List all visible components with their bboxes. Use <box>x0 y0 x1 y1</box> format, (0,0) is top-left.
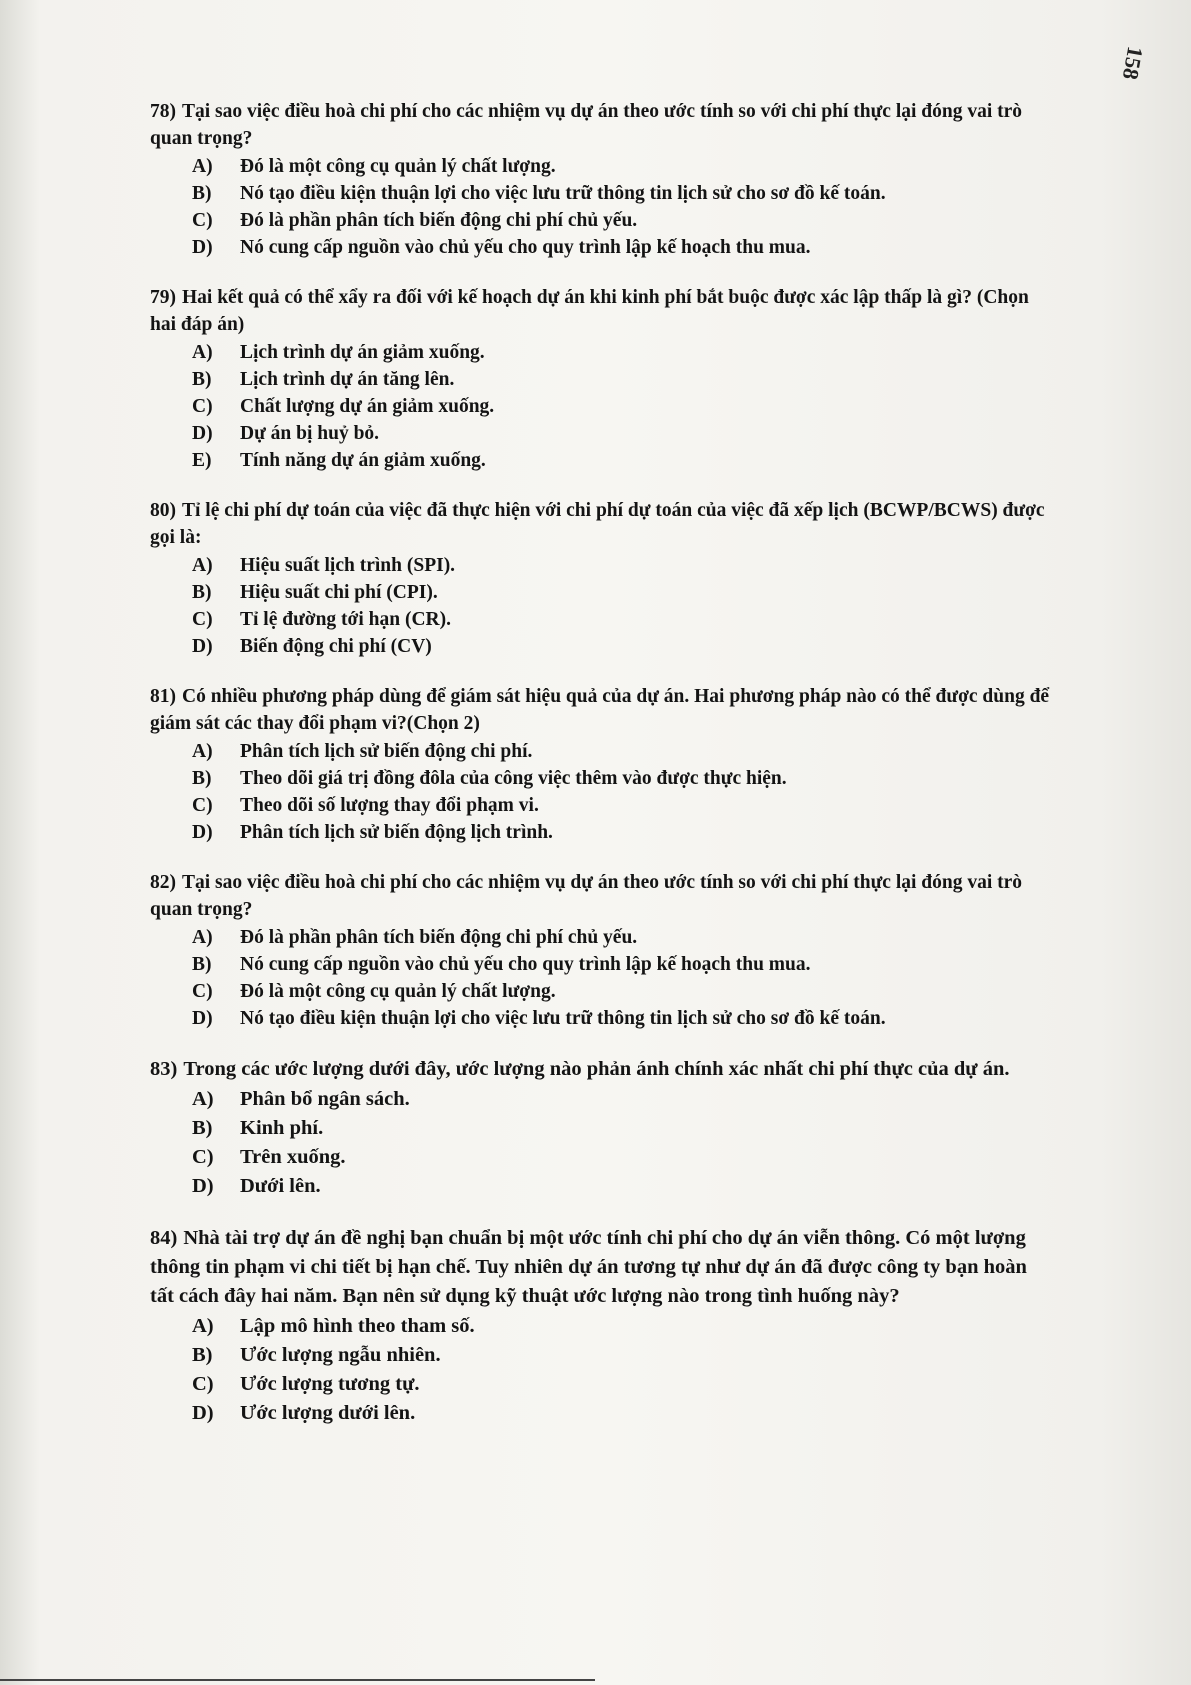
option-letter: A) <box>192 555 213 576</box>
answer-option <box>192 153 1050 180</box>
answer-option <box>192 207 1050 234</box>
option-letter: C) <box>192 795 213 816</box>
option-text: Phân bổ ngân sách. <box>240 1088 410 1110</box>
option-text: Theo dõi giá trị đồng đôla của công việc thêm vào được thực hiện. <box>240 768 787 789</box>
answer-option <box>192 339 1050 366</box>
option-text: Chất lượng dự án giảm xuống. <box>240 396 495 417</box>
answer-option <box>192 1172 1050 1201</box>
answer-option <box>192 393 1050 420</box>
answer-option <box>192 951 1050 978</box>
answer-option <box>192 819 1050 846</box>
option-text: Đó là phần phân tích biến động chi phí chủ yếu. <box>240 210 638 231</box>
question-1 <box>150 98 1050 261</box>
option-letter: B) <box>192 768 212 789</box>
question-text: Tại sao việc điều hoà chi phí cho các nhiệm vụ dự án theo ước tính so với chi phí thực lại đóng vai trò quan trọng? <box>150 101 1023 149</box>
answer-option <box>192 1399 1050 1428</box>
option-letter: D) <box>192 1402 214 1424</box>
question-stem <box>150 98 1050 152</box>
answer-option <box>192 180 1050 207</box>
option-letter: D) <box>192 1008 213 1029</box>
answer-option <box>192 792 1050 819</box>
answer-option <box>192 924 1050 951</box>
option-text: Nó tạo điều kiện thuận lợi cho việc lưu trữ thông tin lịch sử cho sơ đồ kế toán. <box>240 183 886 204</box>
option-text: Nó cung cấp nguồn vào chủ yếu cho quy trình lập kế hoạch thu mua. <box>240 954 811 975</box>
option-text: Dưới lên. <box>240 1175 321 1197</box>
option-text: Phân tích lịch sử biến động chi phí. <box>240 741 533 762</box>
question-6 <box>150 1055 1050 1201</box>
answer-option <box>192 1341 1050 1370</box>
option-letter: D) <box>192 237 213 258</box>
option-text: Ước lượng dưới lên. <box>240 1402 416 1424</box>
option-text: Theo dõi số lượng thay đổi phạm vi. <box>240 795 539 816</box>
option-text: Ước lượng ngẫu nhiên. <box>240 1344 441 1366</box>
question-stem <box>150 497 1050 551</box>
answer-option <box>192 234 1050 261</box>
answer-option <box>192 447 1050 474</box>
answer-option <box>192 1143 1050 1172</box>
option-letter: A) <box>192 342 213 363</box>
option-letter: E) <box>192 450 212 471</box>
answer-options <box>150 924 1050 1032</box>
question-stem <box>150 1224 1050 1311</box>
answer-options <box>150 1312 1050 1428</box>
bottom-rule <box>0 1679 595 1681</box>
answer-option <box>192 978 1050 1005</box>
question-stem <box>150 284 1050 338</box>
answer-option <box>192 420 1050 447</box>
question-list <box>150 98 1050 1451</box>
answer-option <box>192 1370 1050 1399</box>
option-letter: B) <box>192 1344 213 1366</box>
question-number: 78) <box>150 101 176 122</box>
option-text: Hiệu suất lịch trình (SPI). <box>240 555 456 576</box>
option-letter: B) <box>192 369 212 390</box>
option-letter: D) <box>192 822 213 843</box>
answer-option <box>192 552 1050 579</box>
answer-option <box>192 579 1050 606</box>
question-stem <box>150 683 1050 737</box>
option-letter: C) <box>192 210 213 231</box>
option-letter: C) <box>192 1146 214 1168</box>
option-text: Nó cung cấp nguồn vào chủ yếu cho quy trình lập kế hoạch thu mua. <box>240 237 811 258</box>
option-letter: C) <box>192 609 213 630</box>
option-text: Kinh phí. <box>240 1117 324 1139</box>
question-number: 80) <box>150 500 176 521</box>
answer-option <box>192 1005 1050 1032</box>
answer-options <box>150 738 1050 846</box>
option-letter: C) <box>192 981 213 1002</box>
option-text: Phân tích lịch sử biến động lịch trình. <box>240 822 553 843</box>
answer-option <box>192 738 1050 765</box>
option-text: Lịch trình dự án tăng lên. <box>240 369 455 390</box>
answer-options <box>150 1085 1050 1201</box>
option-text: Hiệu suất chi phí (CPI). <box>240 582 438 603</box>
option-letter: B) <box>192 1117 213 1139</box>
question-stem <box>150 1055 1050 1084</box>
question-text: Có nhiều phương pháp dùng để giám sát hiệu quả của dự án. Hai phương pháp nào có thể được dùng để giám sát các thay đổi phạm vi?(Chọn 2) <box>150 686 1050 734</box>
question-stem <box>150 869 1050 923</box>
option-letter: C) <box>192 1373 214 1395</box>
option-letter: D) <box>192 1175 214 1197</box>
question-4 <box>150 683 1050 846</box>
answer-option <box>192 765 1050 792</box>
option-letter: A) <box>192 156 213 177</box>
page-number: 158 <box>1117 44 1149 82</box>
question-text: Trong các ước lượng dưới đây, ước lượng nào phản ánh chính xác nhất chi phí thực của dự án. <box>183 1058 1010 1080</box>
question-3 <box>150 497 1050 660</box>
answer-options <box>150 153 1050 261</box>
option-letter: A) <box>192 1315 214 1337</box>
option-letter: D) <box>192 423 213 444</box>
option-text: Ước lượng tương tự. <box>240 1373 420 1395</box>
answer-options <box>150 339 1050 474</box>
question-text: Tỉ lệ chi phí dự toán của việc đã thực hiện với chi phí dự toán của việc đã xếp lịch (BCWP/BCWS) được gọi là: <box>150 500 1045 548</box>
question-number: 79) <box>150 287 176 308</box>
question-7 <box>150 1224 1050 1428</box>
option-letter: B) <box>192 954 212 975</box>
option-text: Trên xuống. <box>240 1146 346 1168</box>
question-number: 82) <box>150 872 176 893</box>
option-text: Đó là một công cụ quản lý chất lượng. <box>240 156 556 177</box>
question-5 <box>150 869 1050 1032</box>
option-text: Tính năng dự án giảm xuống. <box>240 450 486 471</box>
option-letter: B) <box>192 183 212 204</box>
option-letter: C) <box>192 396 213 417</box>
question-number: 84) <box>150 1227 178 1249</box>
option-letter: D) <box>192 636 213 657</box>
option-text: Biến động chi phí (CV) <box>240 636 432 657</box>
option-text: Đó là phần phân tích biến động chi phí chủ yếu. <box>240 927 638 948</box>
question-number: 81) <box>150 686 176 707</box>
option-text: Tỉ lệ đường tới hạn (CR). <box>240 609 451 630</box>
option-text: Đó là một công cụ quản lý chất lượng. <box>240 981 556 1002</box>
answer-option <box>192 1114 1050 1143</box>
option-letter: A) <box>192 1088 214 1110</box>
option-letter: A) <box>192 741 213 762</box>
answer-option <box>192 633 1050 660</box>
option-text: Dự án bị huỷ bỏ. <box>240 423 380 444</box>
answer-option <box>192 366 1050 393</box>
question-text: Nhà tài trợ dự án đề nghị bạn chuẩn bị một ước tính chi phí cho dự án viễn thông. Có một lượng thông tin phạm vi chi tiết bị hạn chế. Tuy nhiên dự án tương tự như dự án đã được công ty bạn hoàn tất cách đây hai năm. Bạn nên sử dụng kỹ thuật ước lượng nào trong tình huống này? <box>150 1227 1027 1307</box>
option-text: Lập mô hình theo tham số. <box>240 1315 475 1337</box>
question-text: Tại sao việc điều hoà chi phí cho các nhiệm vụ dự án theo ước tính so với chi phí thực lại đóng vai trò quan trọng? <box>150 872 1023 920</box>
question-text: Hai kết quả có thể xẩy ra đối với kế hoạch dự án khi kinh phí bắt buộc được xác lập thấp là gì? (Chọn hai đáp án) <box>150 287 1029 335</box>
question-number: 83) <box>150 1058 178 1080</box>
option-letter: A) <box>192 927 213 948</box>
answer-options <box>150 552 1050 660</box>
answer-option <box>192 606 1050 633</box>
option-text: Nó tạo điều kiện thuận lợi cho việc lưu trữ thông tin lịch sử cho sơ đồ kế toán. <box>240 1008 886 1029</box>
question-2 <box>150 284 1050 474</box>
answer-option <box>192 1312 1050 1341</box>
option-text: Lịch trình dự án giảm xuống. <box>240 342 485 363</box>
answer-option <box>192 1085 1050 1114</box>
option-letter: B) <box>192 582 212 603</box>
